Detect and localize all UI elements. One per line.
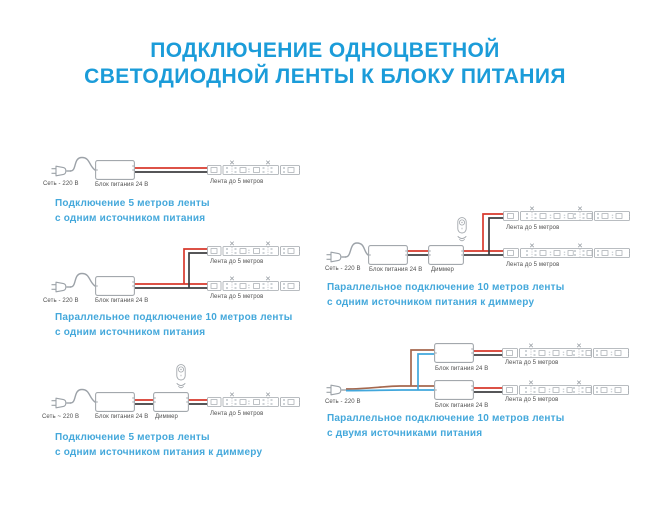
wire-red bbox=[135, 249, 208, 284]
power-cord bbox=[346, 243, 369, 257]
diagram-3-art bbox=[52, 365, 300, 412]
dimmer-label: Диммер bbox=[155, 414, 178, 420]
strip-label: Лента до 5 метров bbox=[210, 259, 264, 265]
mains-label: Сеть - 220 В bbox=[43, 298, 79, 304]
diagram-2-art bbox=[52, 242, 300, 296]
dimmer-box bbox=[429, 246, 464, 265]
diagram-caption bbox=[327, 280, 564, 310]
dimmer-label: Диммер bbox=[431, 267, 454, 273]
plug-icon bbox=[327, 252, 347, 262]
psu-label: Блок питания 24 В bbox=[435, 403, 489, 409]
plug-icon bbox=[52, 398, 72, 408]
caption-line2: с двумя источниками питания bbox=[327, 428, 483, 439]
psu-label: Блок питания 24 В bbox=[95, 414, 149, 420]
power-cord bbox=[71, 158, 96, 172]
psu-box bbox=[96, 277, 135, 296]
led-strip-icon bbox=[504, 207, 630, 221]
dimmer-box bbox=[154, 393, 189, 412]
page-title-line2: СВЕТОДИОДНОЙ ЛЕНТЫ К БЛОКУ ПИТАНИЯ bbox=[84, 65, 566, 88]
led-strip-icon bbox=[504, 244, 630, 258]
psu-box bbox=[369, 246, 408, 265]
strip-label: Лента до 5 метров bbox=[506, 225, 560, 231]
strip-label: Лента до 5 метров bbox=[210, 294, 264, 300]
remote-control-icon bbox=[177, 365, 185, 388]
psu-label: Блок питания 24 В bbox=[435, 366, 489, 372]
led-strip-icon bbox=[208, 242, 300, 256]
psu-box bbox=[96, 393, 135, 412]
diagram-4-art bbox=[327, 207, 630, 265]
led-strip-icon bbox=[503, 344, 629, 358]
diagram-caption bbox=[55, 430, 262, 460]
mains-label: Сеть - 220 В bbox=[43, 181, 79, 187]
plug-icon bbox=[52, 282, 72, 292]
psu-box bbox=[96, 161, 135, 180]
caption-line1: Параллельное подключение 10 метров ленты bbox=[55, 312, 293, 323]
caption-line2: с одним источником питания к диммеру bbox=[55, 447, 263, 458]
mains-label: Сеть - 220 В bbox=[325, 399, 361, 405]
mains-label: Сеть ~ 220 В bbox=[42, 414, 80, 420]
plug-icon bbox=[52, 166, 72, 176]
diagram-caption bbox=[55, 196, 210, 226]
caption-line2: с одним источником питания bbox=[55, 327, 206, 338]
psu-label: Блок питания 24 В bbox=[95, 298, 149, 304]
strip-label: Лента до 5 метров bbox=[506, 262, 560, 268]
caption-line1: Подключение 5 метров ленты bbox=[55, 198, 210, 209]
diagram-caption bbox=[55, 310, 292, 340]
wire-black bbox=[135, 253, 208, 288]
mains-label: Сеть - 220 В bbox=[325, 266, 361, 272]
caption-line1: Параллельное подключение 10 метров ленты bbox=[327, 282, 565, 293]
psu-label: Блок питания 24 В bbox=[369, 267, 423, 273]
led-strip-icon bbox=[208, 393, 300, 407]
led-strip-icon bbox=[503, 381, 629, 395]
caption-line2: с одним источником питания к диммеру bbox=[327, 297, 535, 308]
psu-box bbox=[435, 344, 474, 363]
psu-label: Блок питания 24 В bbox=[95, 182, 149, 188]
led-strip-icon bbox=[208, 277, 300, 291]
strip-label: Лента до 5 метров bbox=[210, 179, 264, 185]
diagram-caption bbox=[327, 411, 564, 441]
psu-box bbox=[435, 381, 474, 400]
power-cord bbox=[71, 274, 96, 288]
strip-label: Лента до 5 метров bbox=[505, 397, 559, 403]
led-strip-icon bbox=[208, 161, 300, 175]
caption-line1: Подключение 5 метров ленты bbox=[55, 432, 210, 443]
strip-label: Лента до 5 метров bbox=[505, 360, 559, 366]
caption-line2: с одним источником питания bbox=[55, 213, 206, 224]
plug-icon bbox=[327, 385, 347, 395]
wire-black bbox=[474, 355, 503, 392]
wire-brown bbox=[346, 350, 434, 389]
strip-label: Лента до 5 метров bbox=[210, 411, 264, 417]
page-title bbox=[0, 38, 650, 90]
power-cord bbox=[71, 390, 96, 404]
wire-blue bbox=[346, 354, 434, 391]
diagram-1-art bbox=[52, 158, 300, 180]
caption-line1: Параллельное подключение 10 метров ленты bbox=[327, 413, 565, 424]
page-title-line1: ПОДКЛЮЧЕНИЕ ОДНОЦВЕТНОЙ bbox=[150, 39, 500, 62]
remote-control-icon bbox=[458, 218, 466, 241]
